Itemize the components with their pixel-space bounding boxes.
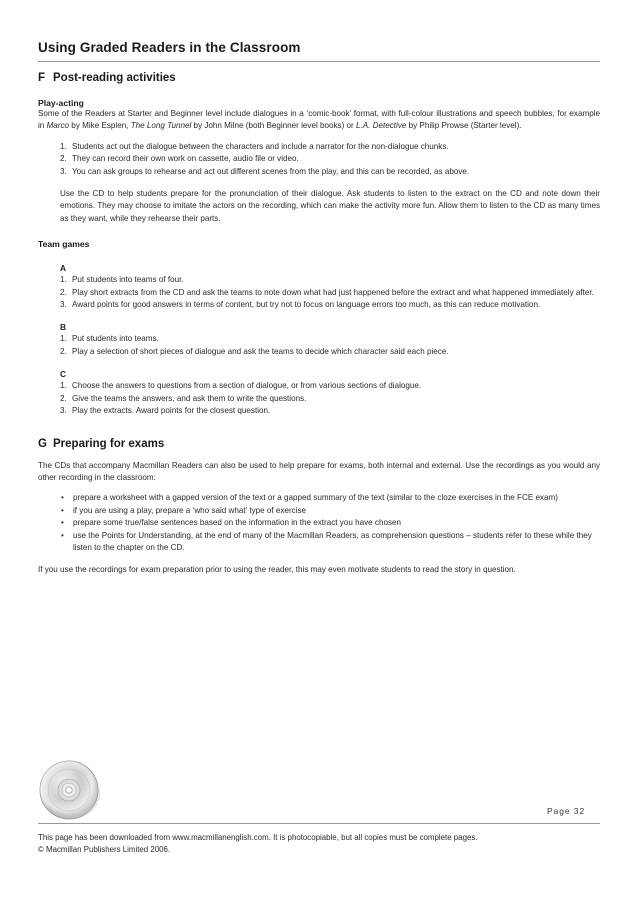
footer-download-note: This page has been downloaded from www.macmillanenglish.com. It is photocopiable, but all copies must be complete pages. bbox=[38, 833, 478, 842]
list-item: 2. Give the teams the answers, and ask them to write the questions. bbox=[60, 393, 307, 403]
section-g-heading bbox=[38, 438, 600, 450]
play-acting-note: Use the CD to help students prepare for the pronunciation of their dialogue. Ask students to listen to the extract on the CD and note down their emotions. They may choose to imitate the actors on the recording, which can make the activity more fun. Allow them to listen to the CD as many times as they want, while they rehearse their parts. bbox=[60, 189, 600, 223]
exam-tips-list bbox=[60, 492, 600, 554]
list-item: • prepare a worksheet with a gapped version of the text or a gapped summary of the text (similar to the cloze exercises in the FCE exam) bbox=[61, 493, 558, 503]
list-item: 3. Play the extracts. Award points for the closest question. bbox=[60, 406, 271, 416]
list-item: 2. Play a selection of short pieces of dialogue and ask the teams to decide which character said each piece. bbox=[60, 346, 449, 356]
team-game-a-steps bbox=[60, 274, 600, 311]
list-item: 2. They can record their own work on cassette, audio file or video. bbox=[60, 154, 299, 164]
team-game-b-letter: B bbox=[60, 322, 67, 333]
book-title-marco: Marco bbox=[46, 121, 70, 131]
list-item: • if you are using a play, prepare a ‘who said what’ type of exercise bbox=[61, 505, 307, 515]
section-f-letter: F bbox=[38, 72, 46, 84]
team-game-c-letter: C bbox=[60, 369, 67, 380]
team-games-heading: Team games bbox=[38, 239, 90, 250]
list-item: 1. Choose the answers to questions from a section of dialogue, or from various sections of dialogue. bbox=[60, 381, 422, 391]
section-g-title: Preparing for exams bbox=[53, 437, 165, 450]
list-item: 3. Award points for good answers in terms of content, but try not to focus on language errors too much, as this can reduce motivation. bbox=[60, 300, 541, 310]
list-item: • use the Points for Understanding, at the end of many of the Macmillan Readers, as comprehension questions – students refer to these while they listen to the chapter on the CD. bbox=[61, 530, 592, 552]
section-f-heading bbox=[38, 72, 600, 84]
page-content bbox=[38, 40, 600, 577]
page-title: Using Graded Readers in the Classroom bbox=[38, 40, 301, 55]
exams-closing: If you use the recordings for exam preparation prior to using the reader, this may even motivate students to read the story in question. bbox=[38, 565, 516, 575]
team-game-a-letter: A bbox=[60, 263, 67, 274]
list-item: 1. Students act out the dialogue between the characters and include a narrator for the non-dialogue chunks. bbox=[60, 141, 449, 151]
footer-divider bbox=[38, 823, 600, 824]
play-acting-steps bbox=[60, 141, 600, 178]
page-number: Page 32 bbox=[547, 806, 586, 816]
section-g-letter: G bbox=[38, 437, 47, 450]
book-title-long-tunnel: The Long Tunnel bbox=[130, 121, 192, 131]
team-game-b-steps bbox=[60, 333, 600, 358]
list-item: 1. Put students into teams. bbox=[60, 334, 159, 344]
cd-disc-icon bbox=[38, 758, 102, 822]
team-game-c-steps bbox=[60, 380, 600, 417]
exams-intro: The CDs that accompany Macmillan Readers can also be used to help prepare for exams, both internal and external. Use the recordings as you would any other recording in the classroom: bbox=[38, 460, 600, 482]
title-divider bbox=[38, 61, 600, 62]
section-f-title: Post-reading activities bbox=[53, 72, 176, 84]
play-acting-intro: Some of the Readers at Starter and Beginner level include dialogues in a ‘comic-book’ format, with full-colour illustrations and speech bubbles, for example in Marco by Mike Esplen, The Long Tunnel by John Milne (both Beginner level books) or L.A. Detective by Philip Prowse (Starter level). bbox=[38, 109, 600, 131]
list-item: 3. You can ask groups to rehearse and act out different scenes from the play, and this can be recorded, as above. bbox=[60, 166, 470, 176]
footer bbox=[38, 832, 600, 855]
list-item: 1. Put students into teams of four. bbox=[60, 275, 184, 285]
play-acting-heading: Play-acting bbox=[38, 98, 84, 108]
footer-copyright: © Macmillan Publishers Limited 2006. bbox=[38, 844, 171, 854]
book-title-la-detective: L.A. Detective bbox=[355, 121, 407, 131]
list-item: • prepare some true/false sentences based on the information in the extract you have chosen bbox=[61, 518, 401, 528]
list-item: 2. Play short extracts from the CD and ask the teams to note down what had just happened before the extract and what happened immediately after. bbox=[60, 287, 594, 297]
